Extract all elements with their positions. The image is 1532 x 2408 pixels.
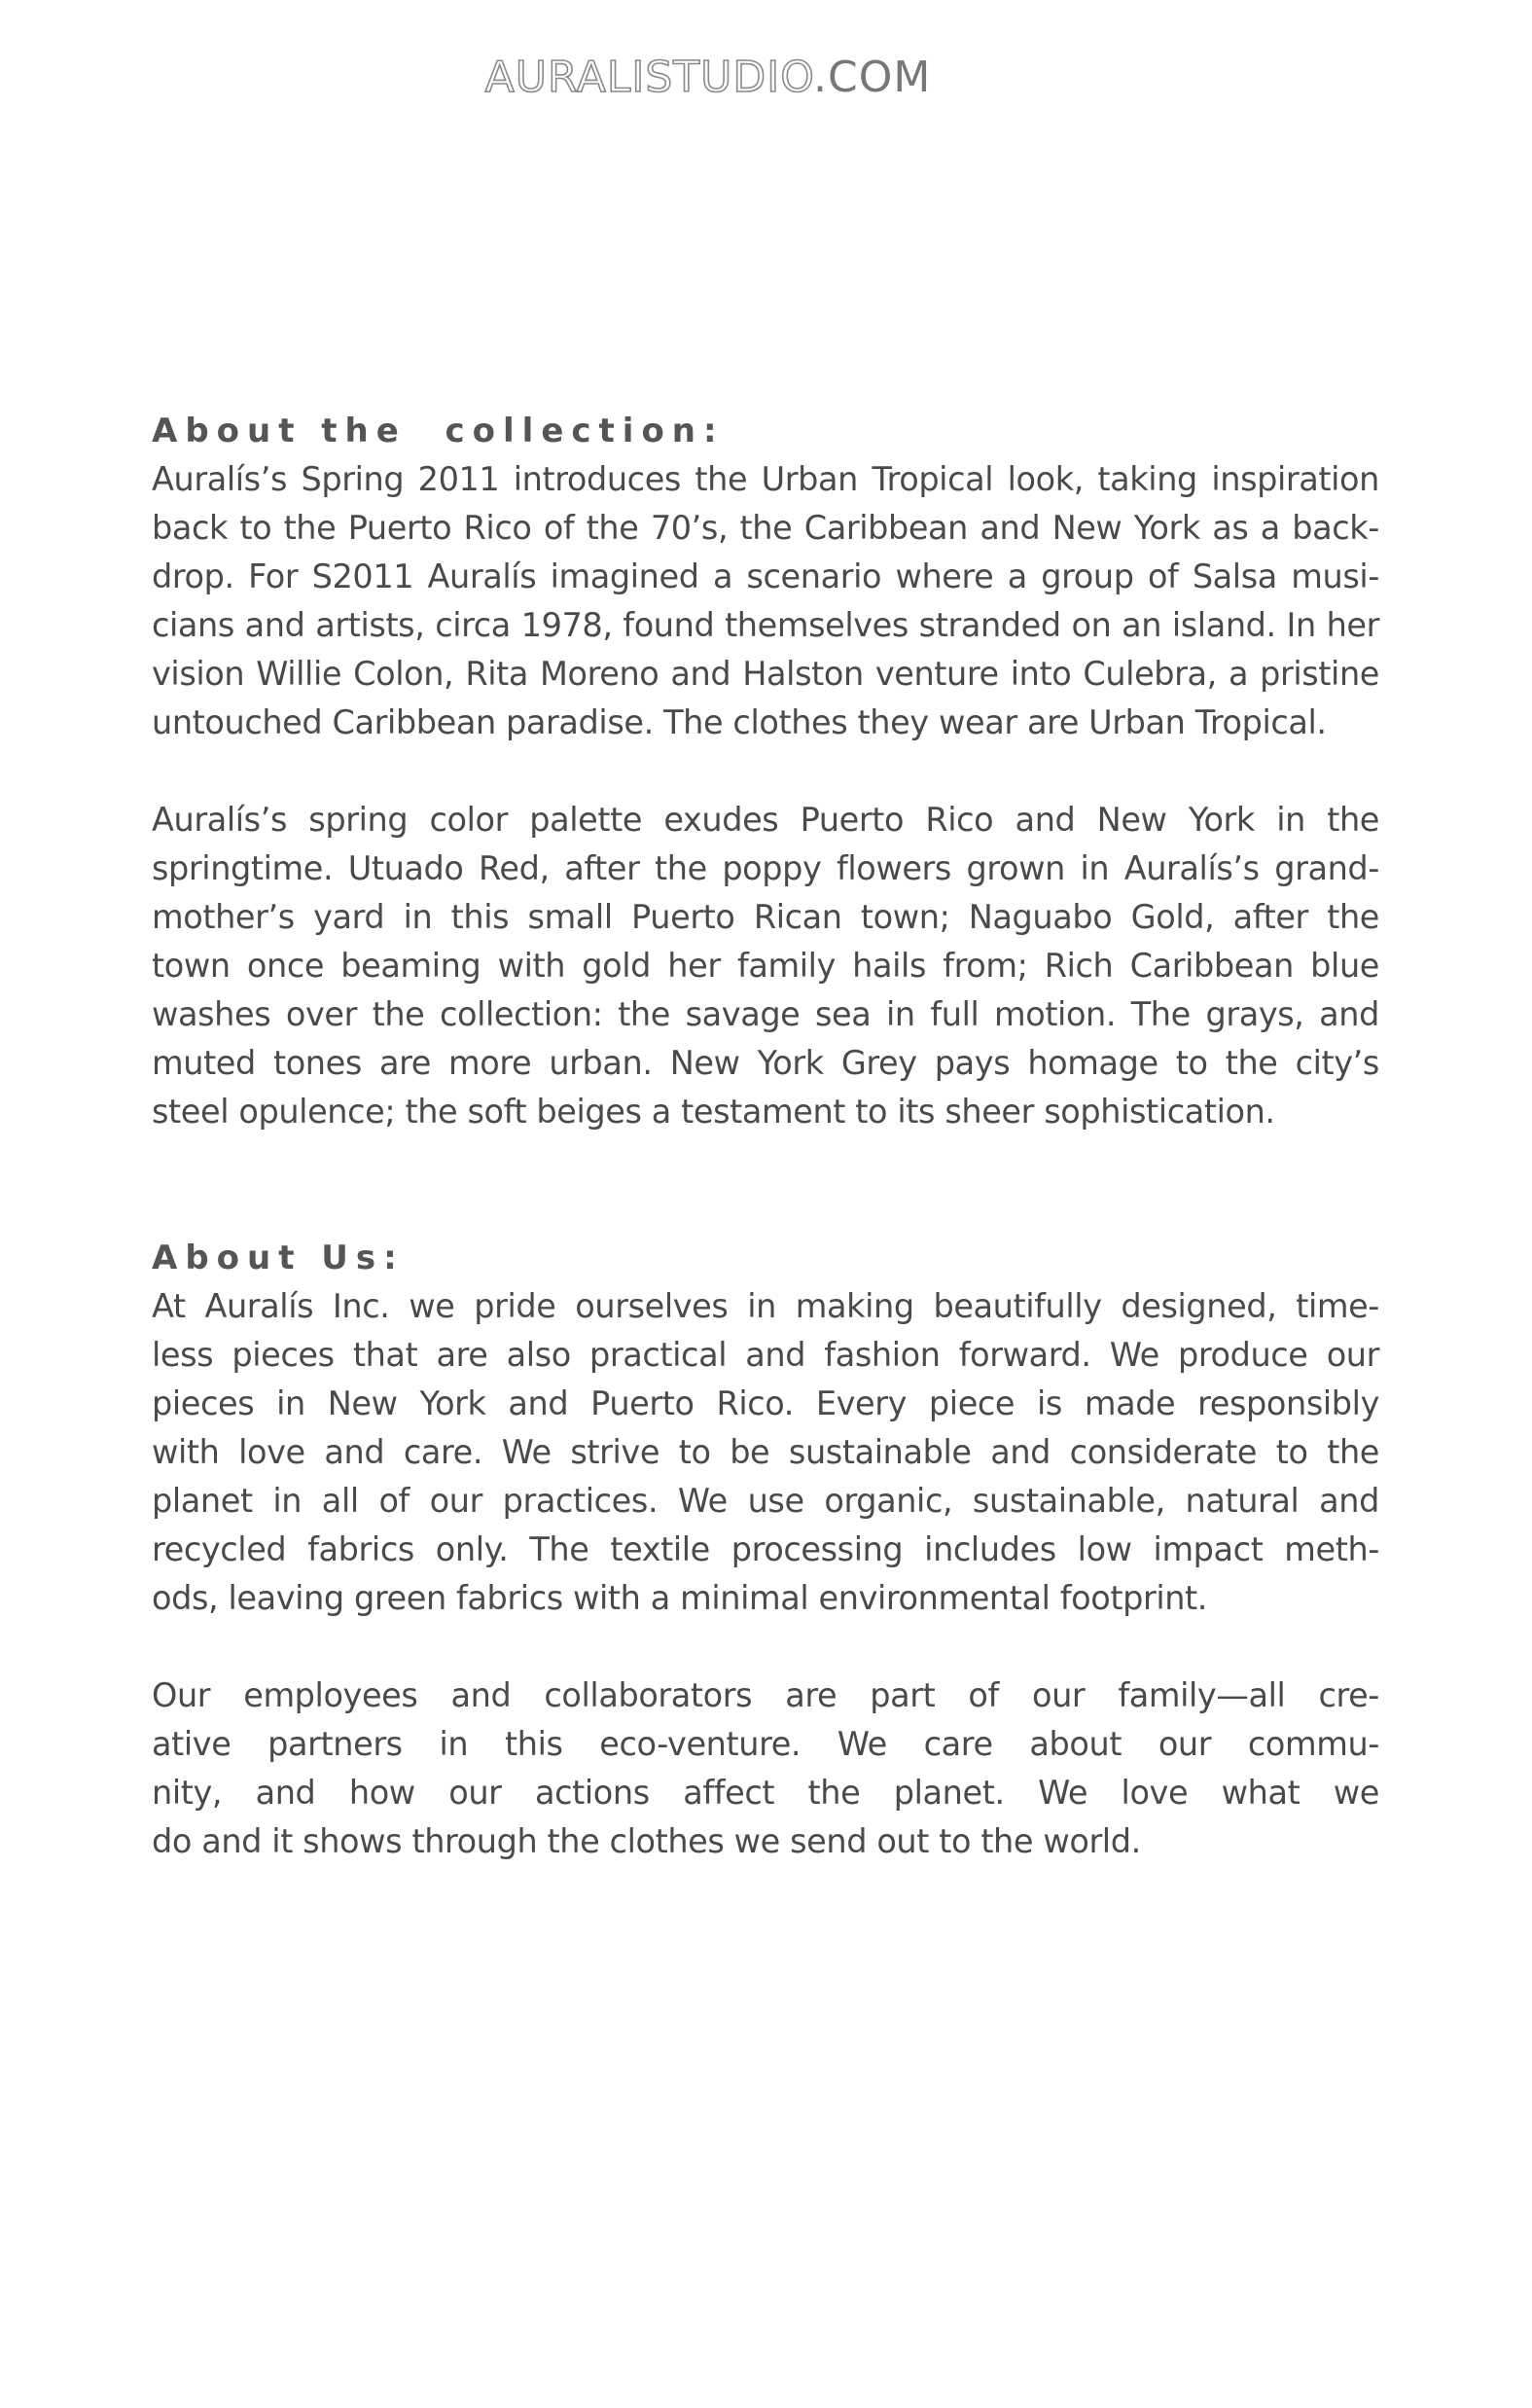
text-line: Auralís’s Spring 2011 introduces the Urban Tropical look, taking inspiration bbox=[152, 460, 1379, 498]
text-line: Our employees and collaborators are part of our family—all cre- bbox=[152, 1676, 1379, 1714]
text-line: cians and artists, circa 1978, found themselves stranded on an island. In her bbox=[152, 606, 1379, 644]
text-line: planet in all of our practices. We use organic, sustainable, natural and bbox=[152, 1482, 1379, 1520]
text-line: springtime. Utuado Red, after the poppy flowers grown in Auralís’s grand- bbox=[152, 849, 1379, 887]
collection-paragraph-1 bbox=[152, 455, 1379, 747]
about-us-paragraph-1 bbox=[152, 1282, 1379, 1623]
text-line: Auralís’s spring color palette exudes Puerto Rico and New York in the bbox=[152, 801, 1379, 839]
text-line: At Auralís Inc. we pride ourselves in making beautifully designed, time- bbox=[152, 1287, 1379, 1325]
page-content bbox=[152, 407, 1379, 1866]
text-line: ative partners in this eco-venture. We care about our commu- bbox=[152, 1725, 1379, 1763]
text-line: recycled fabrics only. The textile processing includes low impact meth- bbox=[152, 1530, 1379, 1568]
text-line: back to the Puerto Rico of the 70’s, the Caribbean and New York as a back- bbox=[152, 509, 1379, 547]
collection-paragraph-2 bbox=[152, 796, 1379, 1136]
about-us-paragraph-2 bbox=[152, 1671, 1379, 1866]
section-spacer bbox=[152, 1136, 1379, 1234]
site-logo bbox=[0, 53, 1416, 102]
text-line: town once beaming with gold her family hails from; Rich Caribbean blue bbox=[152, 947, 1379, 985]
text-line: ods, leaving green fabrics with a minimal environmental footprint. bbox=[152, 1579, 1208, 1617]
about-us-heading: About Us: bbox=[152, 1239, 405, 1277]
text-line: less pieces that are also practical and fashion forward. We produce our bbox=[152, 1336, 1379, 1374]
text-line: drop. For S2011 Auralís imagined a scenario where a group of Salsa musi- bbox=[152, 557, 1379, 595]
text-line: nity, and how our actions affect the planet. We love what we bbox=[152, 1774, 1379, 1812]
text-line: steel opulence; the soft beiges a testament to its sheer sophistication. bbox=[152, 1093, 1275, 1131]
text-line: vision Willie Colon, Rita Moreno and Halston venture into Culebra, a pristine bbox=[152, 655, 1379, 693]
text-line: untouched Caribbean paradise. The clothes they wear are Urban Tropical. bbox=[152, 703, 1327, 741]
logo-domain-suffix: .COM bbox=[813, 53, 932, 102]
text-line: pieces in New York and Puerto Rico. Every piece is made responsibly bbox=[152, 1384, 1379, 1422]
text-line: washes over the collection: the savage sea in full motion. The grays, and bbox=[152, 995, 1379, 1033]
text-line: do and it shows through the clothes we send out to the world. bbox=[152, 1822, 1141, 1860]
paragraph-spacer bbox=[152, 1623, 1379, 1671]
collection-heading: About the collection: bbox=[152, 412, 725, 450]
text-line: with love and care. We strive to be sustainable and considerate to the bbox=[152, 1433, 1379, 1471]
text-line: mother’s yard in this small Puerto Rican town; Naguabo Gold, after the bbox=[152, 898, 1379, 936]
logo-wordmark: AURALISTUDIO bbox=[484, 53, 814, 102]
paragraph-spacer bbox=[152, 747, 1379, 796]
text-line: muted tones are more urban. New York Grey pays homage to the city’s bbox=[152, 1044, 1379, 1082]
